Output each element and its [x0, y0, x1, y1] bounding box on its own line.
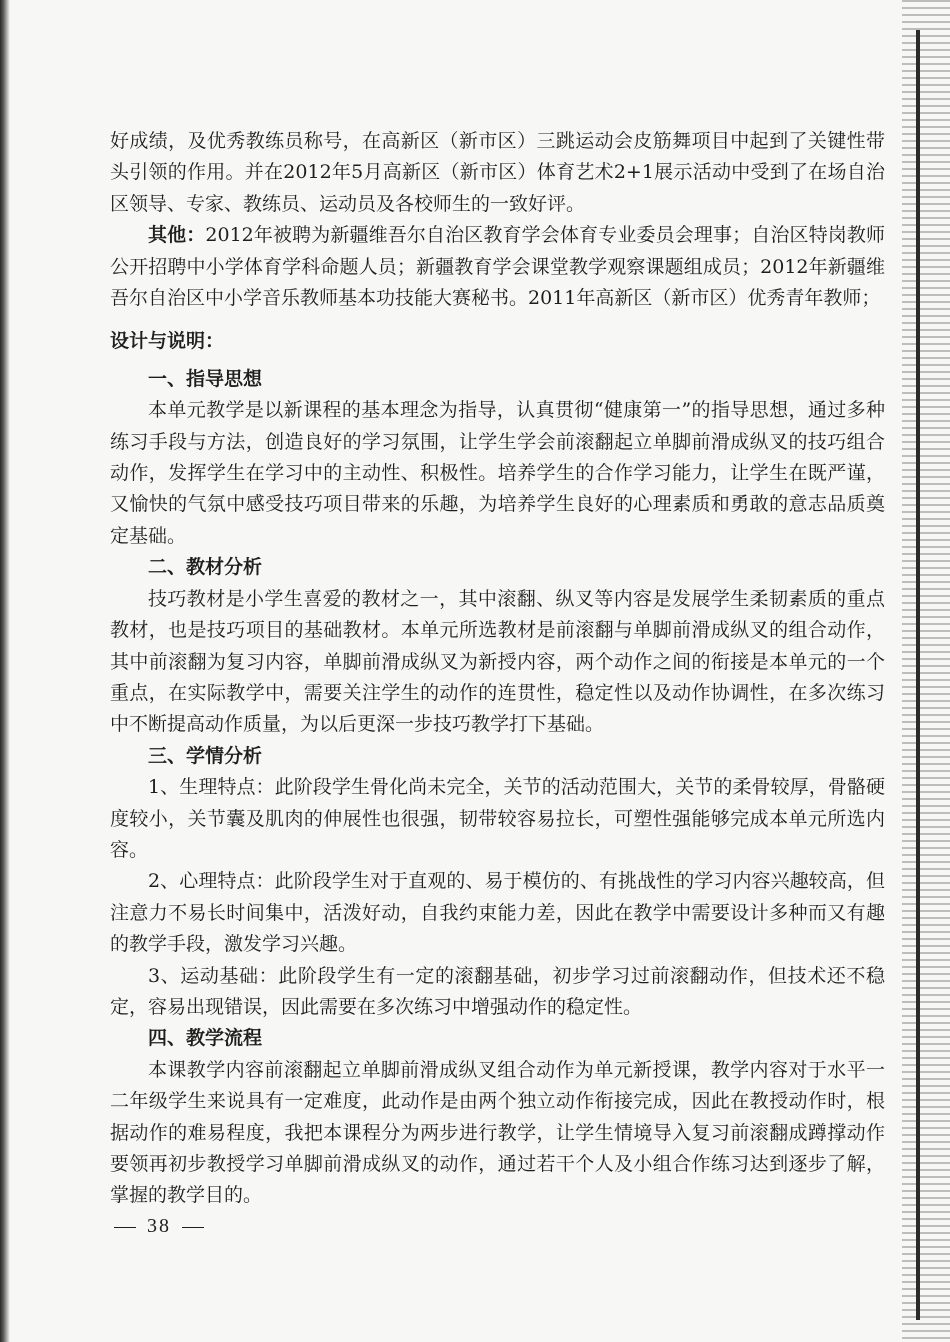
- design-title: 设计与说明：: [110, 330, 225, 353]
- page-number: [110, 1215, 208, 1238]
- section-heading-material-analysis: 二、教材分析: [148, 556, 263, 579]
- section-paragraph: 本单元教学是以新课程的基本理念为指导，认真贯彻“健康第一”的指导思想，通过多种练习手段与方法，创造良好的学习氛围，让学生学会前滚翻起立单脚前滑成纵叉的技巧组合动作，发挥学生在学习中的主动性、积极性。培养学生的合作学习能力，让学生在既严谨，又愉快的气氛中感受技巧项目带来的乐趣，为培养学生良好的心理素质和勇敢的意志品质奠定基础。: [110, 399, 885, 547]
- section-heading-student-analysis: 三、学情分析: [148, 744, 263, 767]
- binding-shadow-left: [0, 0, 10, 1342]
- page-number-dash-right: [182, 1227, 204, 1228]
- section-paragraph: 3、运动基础：此阶段学生有一定的滚翻基础，初步学习过前滚翻动作，但技术还不稳定，容易出现错误，因此需要在多次练习中增强动作的稳定性。: [110, 964, 885, 1018]
- page-number-value: 38: [147, 1215, 171, 1237]
- section-paragraph: 1、生理特点：此阶段学生骨化尚未完全，关节的活动范围大，关节的柔骨较厚，骨骼硬度较小，关节囊及肌肉的伸展性也很强，韧带较容易拉长，可塑性强能够完成本单元所选内容。: [110, 776, 885, 861]
- section-paragraph: 本课教学内容前滚翻起立单脚前滑成纵叉组合动作为单元新授课，教学内容对于水平一二年级学生来说具有一定难度，此动作是由两个独立动作衔接完成，因此在教授动作时，根据动作的难易程度，我把本课程分为两步进行教学，让学生情境导入复习前滚翻成蹲撑动作要领再初步教授学习单脚前滑成纵叉的动作，通过若干个人及小组合作练习达到逐步了解，掌握的教学目的。: [110, 1058, 885, 1207]
- binding-line-right: [916, 30, 920, 1320]
- section-paragraph: 技巧教材是小学生喜爱的教材之一，其中滚翻、纵叉等内容是发展学生柔韧素质的重点教材，也是技巧项目的基础教材。本单元所选教材是前滚翻与单脚前滑成纵叉的组合动作，其中前滚翻为复习内容，单脚前滑成纵叉为新授内容，两个动作之间的衔接是本单元的一个重点，在实际教学中，需要关注学生的动作的连贯性，稳定性以及动作协调性，在多次练习中不断提高动作质量，为以后更深一步技巧教学打下基础。: [110, 587, 885, 736]
- page-content: [110, 126, 885, 1212]
- binding-edge-right: [902, 0, 950, 1342]
- other-paragraph: [110, 220, 885, 314]
- section-paragraph: 2、心理特点：此阶段学生对于直观的、易于模仿的、有挑战性的学习内容兴趣较高，但注意力不易长时间集中，活泼好动，自我约束能力差，因此在教学中需要设计多种而又有趣的教学手段，激发学习兴趣。: [110, 870, 885, 956]
- page-number-dash-left: [114, 1227, 136, 1228]
- intro-paragraph: 好成绩，及优秀教练员称号，在高新区（新市区）三跳运动会皮筋舞项目中起到了关键性带头引领的作用。并在2012年5月高新区（新市区）体育艺术2+1展示活动中受到了在场自治区领导、专家、教练员、运动员及各校师生的一致好评。: [110, 130, 885, 215]
- section-heading-teaching-process: 四、教学流程: [148, 1027, 263, 1050]
- other-text: 2012年被聘为新疆维吾尔自治区教育学会体育专业委员会理事；自治区特岗教师公开招聘中小学体育学科命题人员；新疆教育学会课堂教学观察课题组成员；2012年新疆维吾尔自治区中小学音乐教师基本功技能大赛秘书。2011年高新区（新市区）优秀青年教师；: [110, 224, 885, 310]
- other-label: 其他：: [148, 224, 206, 247]
- section-heading-guiding-thought: 一、指导思想: [148, 367, 263, 390]
